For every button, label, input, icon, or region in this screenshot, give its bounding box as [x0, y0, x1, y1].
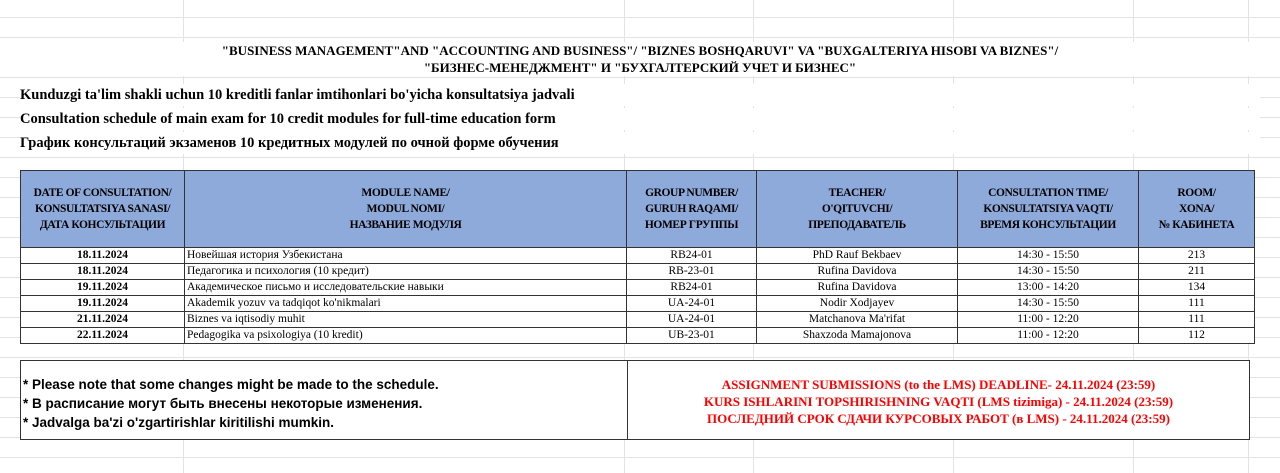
table-row — [21, 264, 1255, 280]
cell-room: 112 — [1139, 328, 1255, 344]
note-ru: * В расписание могут быть внесены некоторые изменения. — [23, 396, 423, 411]
cell-time: 14:30 - 15:50 — [958, 296, 1139, 312]
cell-group: UB-23-01 — [627, 328, 757, 344]
header-module — [185, 171, 627, 248]
cell-group: RB-23-01 — [627, 264, 757, 280]
header-date — [21, 171, 185, 248]
deadline-notice — [628, 361, 1249, 439]
page-title — [0, 42, 1280, 76]
note-en: * Please note that some changes might be made to the schedule. — [23, 377, 439, 392]
cell-date: 18.11.2024 — [21, 264, 185, 280]
header-line: O'QITUVCHI/ — [821, 203, 893, 215]
header-line: XONA/ — [1178, 203, 1215, 215]
header-line: ВРЕМЯ КОНСУЛЬТАЦИИ — [980, 219, 1116, 231]
cell-room: 111 — [1139, 312, 1255, 328]
schedule-table — [20, 170, 1255, 344]
cell-time: 11:00 - 12:20 — [958, 328, 1139, 344]
table-row — [21, 280, 1255, 296]
header-line: KONSULTATSIYA VAQTI/ — [983, 203, 1113, 215]
cell-date: 19.11.2024 — [21, 280, 185, 296]
deadline-uz: KURS ISHLARINI TOPSHIRISHNING VAQTI (LMS tizimiga) - 24.11.2024 (23:59) — [703, 394, 1174, 409]
cell-module: Akademik yozuv va tadqiqot ko'nikmalari — [185, 296, 627, 312]
deadline-en: ASSIGNMENT SUBMISSIONS (to the LMS) DEADLINE- 24.11.2024 (23:59) — [721, 377, 1156, 392]
cell-date: 21.11.2024 — [21, 312, 185, 328]
cell-teacher: Nodir Xodjayev — [757, 296, 958, 312]
cell-module: Pedagogika va psixologiya (10 kredit) — [185, 328, 627, 344]
cell-teacher: Rufina Davidova — [757, 280, 958, 296]
header-teacher — [757, 171, 958, 248]
header-time — [958, 171, 1139, 248]
cell-group: RB24-01 — [627, 248, 757, 264]
cell-module: Новейшая история Узбекистана — [185, 248, 627, 264]
header-line: TEACHER/ — [828, 187, 886, 199]
subtitle-en: Consultation schedule of main exam for 10 credit modules for full-time education form — [20, 108, 1260, 130]
cell-module: Biznes va iqtisodiy muhit — [185, 312, 627, 328]
table-row — [21, 328, 1255, 344]
cell-teacher: PhD Rauf Bekbaev — [757, 248, 958, 264]
cell-time: 13:00 - 14:20 — [958, 280, 1139, 296]
cell-date: 18.11.2024 — [21, 248, 185, 264]
cell-room: 211 — [1139, 264, 1255, 280]
cell-time: 11:00 - 12:20 — [958, 312, 1139, 328]
cell-group: UA-24-01 — [627, 296, 757, 312]
title-line-2: "БИЗНЕС-МЕНЕДЖМЕНТ" И "БУХГАЛТЕРСКИЙ УЧЕТ И БИЗНЕС" — [423, 60, 857, 75]
cell-teacher: Matchanova Ma'rifat — [757, 312, 958, 328]
header-line: DATE OF CONSULTATION/ — [33, 187, 172, 199]
header-line: НАЗВАНИЕ МОДУЛЯ — [349, 219, 462, 231]
change-notes — [21, 361, 628, 439]
table-row — [21, 296, 1255, 312]
header-line: ДАТА КОНСУЛЬТАЦИИ — [39, 219, 166, 231]
cell-date: 22.11.2024 — [21, 328, 185, 344]
cell-teacher: Rufina Davidova — [757, 264, 958, 280]
cell-time: 14:30 - 15:50 — [958, 248, 1139, 264]
header-line: MODULE NAME/ — [361, 187, 450, 199]
table-row — [21, 312, 1255, 328]
cell-room: 213 — [1139, 248, 1255, 264]
cell-module: Академическое письмо и исследовательские навыки — [185, 280, 627, 296]
subtitle-ru: График консультаций экзаменов 10 кредитных модулей по очной форме обучения — [20, 132, 1260, 154]
deadline-ru: ПОСЛЕДНИЙ СРОК СДАЧИ КУРСОВЫХ РАБОТ (в LMS) - 24.11.2024 (23:59) — [707, 411, 1170, 426]
header-line: ПРЕПОДАВАТЕЛЬ — [808, 219, 906, 231]
subtitle-uz: Kunduzgi ta'lim shakli uchun 10 kreditli fanlar imtihonlari bo'yicha konsultatsiya jadvali — [20, 84, 1260, 106]
cell-module: Педагогика и психология (10 кредит) — [185, 264, 627, 280]
cell-date: 19.11.2024 — [21, 296, 185, 312]
header-line: MODUL NOMI/ — [366, 203, 445, 215]
header-line: ROOM/ — [1177, 187, 1216, 199]
cell-group: RB24-01 — [627, 280, 757, 296]
header-line: НОМЕР ГРУППЫ — [644, 219, 739, 231]
cell-teacher: Shaxzoda Mamajonova — [757, 328, 958, 344]
notes-box — [20, 360, 1250, 440]
header-group — [627, 171, 757, 248]
note-uz: * Jadvalga ba'zi o'zgartirishlar kiritilishi mumkin. — [23, 415, 335, 430]
header-line: KONSULTATSIYA SANASI/ — [34, 203, 171, 215]
cell-room: 111 — [1139, 296, 1255, 312]
header-line: GROUP NUMBER/ — [645, 187, 738, 199]
header-line: CONSULTATION TIME/ — [988, 187, 1108, 199]
header-room — [1139, 171, 1255, 248]
header-line: № КАБИНЕТА — [1158, 219, 1235, 231]
title-line-1: "BUSINESS MANAGEMENT"AND "ACCOUNTING AND BUSINESS"/ "BIZNES BOSHQARUVI" VA "BUXGALTERIYA HISOBI VA BIZNES"/ — [221, 43, 1059, 58]
table-row — [21, 248, 1255, 264]
cell-room: 134 — [1139, 280, 1255, 296]
cell-time: 14:30 - 15:50 — [958, 264, 1139, 280]
cell-group: UA-24-01 — [627, 312, 757, 328]
header-line: GURUH RAQAMI/ — [645, 203, 738, 215]
